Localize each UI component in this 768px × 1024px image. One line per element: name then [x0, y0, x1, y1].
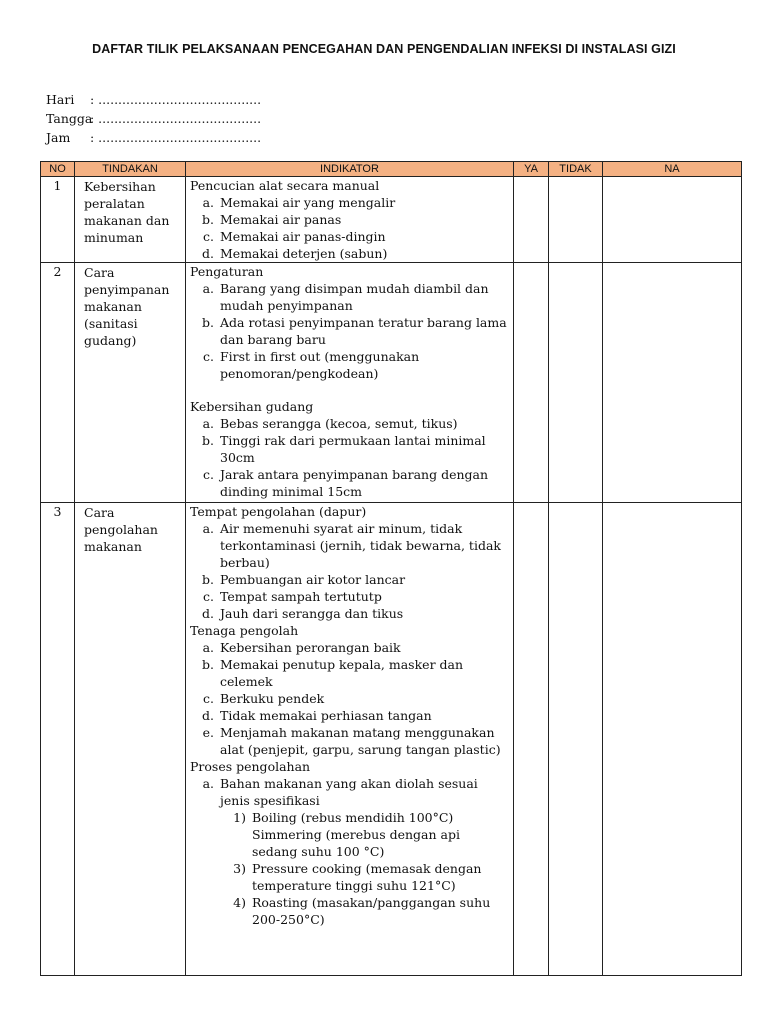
item-marker: b.	[202, 315, 214, 330]
sub-indicator-item	[224, 860, 509, 894]
indicator-item	[190, 520, 509, 571]
indicator-item	[190, 656, 509, 690]
meta-label: Tangga	[46, 111, 93, 126]
item-text: Tinggi rak dari permukaan lantai minimal 30cm	[220, 433, 486, 465]
item-marker: c.	[203, 229, 214, 244]
item-marker: c.	[203, 589, 214, 604]
indicator-item	[190, 775, 509, 809]
meta-label: Jam	[46, 130, 71, 145]
header-tidak: TIDAK	[549, 162, 603, 177]
page-title: DAFTAR TILIK PELAKSANAAN PENCEGAHAN DAN PENGENDALIAN INFEKSI DI INSTALASI GIZI	[92, 42, 676, 56]
ya-checkbox-cell[interactable]	[514, 177, 549, 263]
item-marker: b.	[202, 212, 214, 227]
item-marker: a.	[202, 416, 214, 431]
indicator-item	[190, 724, 509, 758]
row-number: 2	[41, 263, 75, 503]
item-text: Memakai penutup kepala, masker dan celemek	[220, 657, 464, 689]
subitem-text: Roasting (masakan/panggangan suhu 200-250°C)	[252, 895, 491, 927]
meta-row	[46, 109, 261, 128]
item-text: Memakai deterjen (sabun)	[220, 246, 388, 261]
item-marker: a.	[202, 281, 214, 296]
item-text: Memakai air yang mengalir	[220, 195, 396, 210]
header-ya: YA	[514, 162, 549, 177]
indicator-section-title: Pencucian alat secara manual	[190, 178, 380, 193]
meta-label: Hari	[46, 92, 75, 107]
sub-indicator-list	[190, 809, 509, 928]
item-text: Bebas serangga (kecoa, semut, tikus)	[220, 416, 458, 431]
indicator-item	[190, 314, 509, 348]
item-marker: c.	[203, 467, 214, 482]
item-text: First in first out (menggunakan penomoran/pengkodean)	[220, 349, 420, 381]
indicator-section-title: Tenaga pengolah	[190, 623, 299, 638]
item-marker: a.	[202, 195, 214, 210]
item-marker: c.	[203, 691, 214, 706]
item-marker: a.	[202, 640, 214, 655]
indicator-list	[190, 194, 509, 262]
indicator-item	[190, 245, 509, 262]
item-text: Tempat sampah tertututp	[220, 589, 382, 604]
item-marker: d.	[202, 606, 214, 621]
item-text: Memakai air panas	[220, 212, 342, 227]
item-text: Jarak antara penyimpanan barang dengan dinding minimal 15cm	[220, 467, 489, 499]
indicator-section-title: Tempat pengolahan (dapur)	[190, 504, 367, 519]
indicator-item	[190, 639, 509, 656]
indicator-item	[190, 571, 509, 588]
item-marker: d.	[202, 246, 214, 261]
row-tindakan: Cara pengolahan makanan	[75, 503, 186, 976]
item-marker: a.	[202, 521, 214, 536]
row-indikator	[186, 503, 514, 976]
indicator-item	[190, 348, 509, 382]
subitem-marker: 4)	[233, 895, 246, 910]
subitem-text: Boiling (rebus mendidih 100°C) Simmering (merebus dengan api sedang suhu 100 °C)	[252, 810, 460, 859]
row-number: 3	[41, 503, 75, 976]
tidak-checkbox-cell[interactable]	[549, 177, 603, 263]
indicator-list	[190, 280, 509, 382]
item-marker: b.	[202, 433, 214, 448]
sub-indicator-item	[224, 894, 509, 928]
item-marker: c.	[203, 349, 214, 364]
item-text: Menjamah makanan matang menggunakan alat (penjepit, garpu, sarung tangan plastic)	[220, 725, 501, 757]
indicator-item	[190, 466, 509, 500]
indicator-item	[190, 432, 509, 466]
item-text: Ada rotasi penyimpanan teratur barang lama dan barang baru	[220, 315, 507, 347]
header-na: NA	[603, 162, 742, 177]
row-number: 1	[41, 177, 75, 263]
sub-indicator-item	[224, 809, 509, 860]
item-marker: a.	[202, 776, 214, 791]
table-header-row	[41, 162, 742, 177]
ya-checkbox-cell[interactable]	[514, 263, 549, 503]
na-checkbox-cell[interactable]	[603, 177, 742, 263]
header-tindakan: TINDAKAN	[75, 162, 186, 177]
indicator-item	[190, 228, 509, 245]
form-header-fields	[46, 90, 261, 147]
indicator-list	[190, 775, 509, 928]
indicator-section-title: Proses pengolahan	[190, 759, 311, 774]
subitem-marker: 1)	[233, 810, 246, 825]
indicator-section-title: Kebersihan gudang	[190, 399, 314, 414]
item-marker: b.	[202, 657, 214, 672]
subitem-marker: 3)	[233, 861, 246, 876]
item-text: Air memenuhi syarat air minum, tidak terkontaminasi (jernih, tidak bewarna, tidak berbau)	[220, 521, 501, 570]
tidak-checkbox-cell[interactable]	[549, 263, 603, 503]
indicator-item	[190, 690, 509, 707]
indicator-item	[190, 194, 509, 211]
item-text: Memakai air panas-dingin	[220, 229, 386, 244]
item-marker: b.	[202, 572, 214, 587]
checklist-table	[40, 161, 742, 976]
row-tindakan: Cara penyimpanan makanan (sanitasi gudang)	[75, 263, 186, 503]
item-text: Kebersihan perorangan baik	[220, 640, 401, 655]
meta-row	[46, 90, 261, 109]
meta-value-field[interactable]: : .........................................	[90, 111, 262, 126]
indicator-list	[190, 415, 509, 500]
indicator-item	[190, 415, 509, 432]
indicator-item	[190, 280, 509, 314]
meta-row	[46, 128, 261, 147]
row-indikator	[186, 263, 514, 503]
indicator-list	[190, 520, 509, 622]
subitem-text: Pressure cooking (memasak dengan temperature tinggi suhu 121°C)	[252, 861, 482, 893]
table-row	[41, 177, 742, 263]
item-marker: e.	[202, 725, 214, 740]
item-marker: d.	[202, 708, 214, 723]
ya-checkbox-cell[interactable]	[514, 503, 549, 976]
indicator-list	[190, 639, 509, 758]
indicator-section-title: Pengaturan	[190, 264, 264, 279]
section-spacer	[190, 382, 509, 398]
indicator-item	[190, 707, 509, 724]
item-text: Bahan makanan yang akan diolah sesuai jenis spesifikasi	[220, 776, 478, 808]
row-indikator	[186, 177, 514, 263]
tidak-checkbox-cell[interactable]	[549, 503, 603, 976]
item-text: Barang yang disimpan mudah diambil dan mudah penyimpanan	[220, 281, 489, 313]
indicator-item	[190, 588, 509, 605]
indicator-item	[190, 605, 509, 622]
item-text: Tidak memakai perhiasan tangan	[220, 708, 432, 723]
indicator-item	[190, 211, 509, 228]
table-row	[41, 503, 742, 976]
header-indikator: INDIKATOR	[186, 162, 514, 177]
item-text: Jauh dari serangga dan tikus	[220, 606, 404, 621]
meta-value-field[interactable]: : .........................................	[90, 92, 262, 107]
table-row	[41, 263, 742, 503]
item-text: Pembuangan air kotor lancar	[220, 572, 406, 587]
item-text: Berkuku pendek	[220, 691, 325, 706]
header-no: NO	[41, 162, 75, 177]
meta-value-field[interactable]: : .........................................	[90, 130, 262, 145]
row-tindakan: Kebersihan peralatan makanan dan minuman	[75, 177, 186, 263]
na-checkbox-cell[interactable]	[603, 503, 742, 976]
na-checkbox-cell[interactable]	[603, 263, 742, 503]
